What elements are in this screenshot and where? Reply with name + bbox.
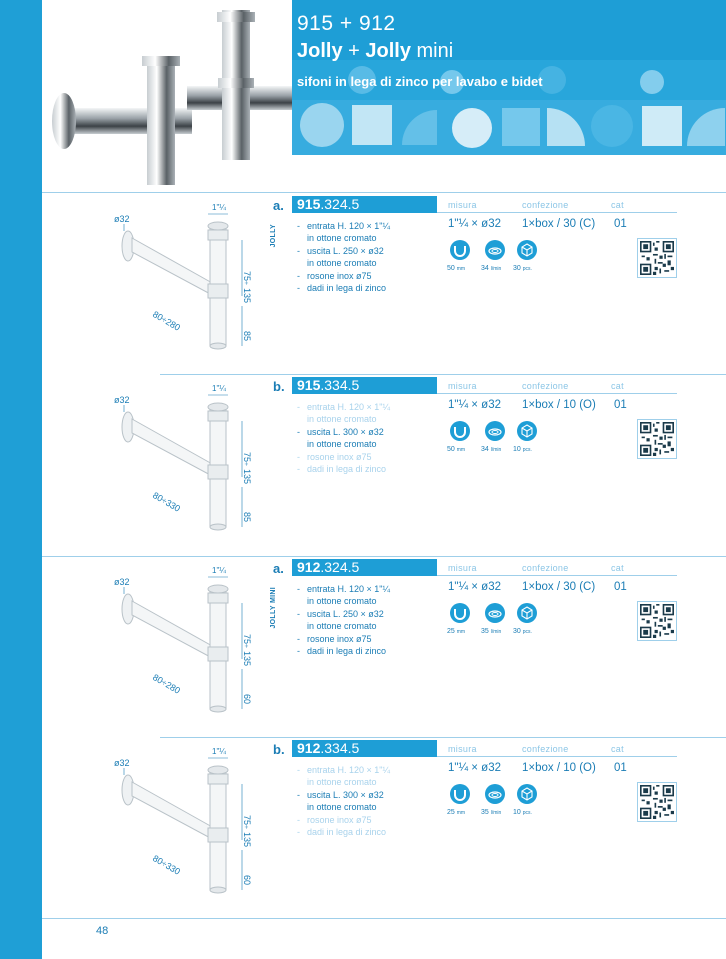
dim-bottom-label: 85 (242, 331, 252, 342)
qr-code[interactable] (637, 601, 677, 641)
qr-code[interactable] (637, 238, 677, 278)
dim-top-label: 1"¼ (212, 747, 226, 756)
dim-top-label: 1"¼ (212, 384, 226, 393)
spec-item: in ottone cromato (307, 777, 377, 788)
feature-icons (447, 240, 547, 280)
name-mini: mini (410, 40, 454, 62)
dim-arm-label: 80÷280 (151, 672, 182, 696)
dim-mid-b-label: 135 (242, 832, 252, 848)
spec-item: - entrata H. 120 × 1"¼ (297, 765, 390, 775)
spec-item: - rosone inox ø75 (297, 270, 372, 281)
spec-item: - uscita L. 250 × ø32 (297, 608, 384, 619)
trap-depth-label: 25 mm (447, 628, 466, 635)
footer-divider (42, 918, 726, 919)
spec-item: - dadi in lega di zinco (297, 283, 387, 294)
column-header-confezione: confezione (522, 563, 569, 573)
product-line-vertical-label: JOLLY MINI (270, 587, 277, 629)
qr-code[interactable] (637, 782, 677, 822)
dim-bottom-label: 60 (242, 694, 252, 705)
column-header-misura: misura (448, 563, 477, 573)
dim-left-label: ø32 (114, 214, 130, 224)
column-header-underline (437, 393, 677, 394)
flow-rate-icon (485, 784, 505, 804)
column-header-cat: cat (611, 200, 624, 210)
product-entry (42, 559, 726, 739)
article-code-bar (292, 377, 437, 394)
spec-list (297, 583, 447, 657)
article-code-prefix: 912 (297, 559, 321, 575)
feature-icons (447, 603, 547, 643)
spec-item: in ottone cromato (307, 414, 377, 425)
dim-mid-a-label: 75 (242, 271, 252, 282)
column-header-underline (437, 212, 677, 213)
name-plus: + (342, 40, 366, 62)
column-header-confezione: confezione (522, 744, 569, 754)
article-code-bar (292, 196, 437, 213)
page-number: 48 (96, 925, 109, 937)
trap-depth-label: 50 mm (447, 265, 466, 272)
spec-item: - uscita L. 250 × ø32 (297, 245, 384, 256)
column-header-misura: misura (448, 744, 477, 754)
qr-code[interactable] (637, 419, 677, 459)
article-code-bar (292, 740, 437, 757)
pieces-label: 30 pcs. (513, 265, 532, 272)
confezione-value: 1×box / 10 (O) (522, 399, 596, 411)
flow-rate-label: 34 l/min (481, 265, 502, 272)
dim-mid-sep-label: ÷ (242, 281, 249, 285)
article-code-bar (292, 559, 437, 576)
trap-depth-icon (450, 240, 470, 260)
spec-list (297, 401, 447, 475)
misura-value: 1"¼ × ø32 (448, 581, 501, 593)
package-box-icon (517, 421, 537, 441)
dim-mid-b-label: 135 (242, 288, 252, 304)
flow-rate-icon (485, 421, 505, 441)
siphon-product-photo (42, 0, 292, 190)
article-code-prefix: 915 (297, 196, 321, 212)
header-divider (42, 192, 726, 193)
product-entry (42, 196, 726, 376)
pieces-label: 10 pcs. (513, 809, 532, 816)
article-code-suffix: .334.5 (320, 740, 360, 756)
spec-item: - rosone inox ø75 (297, 633, 372, 644)
trap-depth-icon (450, 784, 470, 804)
column-header-confezione: confezione (522, 200, 569, 210)
column-header-misura: misura (448, 381, 477, 391)
trap-depth-icon (450, 603, 470, 623)
dim-mid-a-label: 75 (242, 815, 252, 826)
trap-depth-icon (450, 421, 470, 441)
spec-item: in ottone cromato (307, 621, 377, 632)
confezione-value: 1×box / 10 (O) (522, 762, 596, 774)
trap-depth-label: 25 mm (447, 809, 466, 816)
cat-value: 01 (614, 399, 627, 411)
misura-value: 1"¼ × ø32 (448, 218, 501, 230)
column-header-misura: misura (448, 200, 477, 210)
article-code-suffix: .334.5 (320, 377, 360, 393)
misura-value: 1"¼ × ø32 (448, 762, 501, 774)
header-banner (42, 0, 726, 190)
name-jolly-2: Jolly (365, 40, 411, 62)
column-header-cat: cat (611, 563, 624, 573)
column-header-cat: cat (611, 381, 624, 391)
feature-icons (447, 421, 547, 461)
article-code-suffix: .324.5 (320, 559, 360, 575)
column-header-cat: cat (611, 744, 624, 754)
flow-rate-label: 35 l/min (481, 628, 502, 635)
cat-value: 01 (614, 218, 627, 230)
spec-item: in ottone cromato (307, 802, 377, 813)
cat-value: 01 (614, 581, 627, 593)
trap-depth-label: 50 mm (447, 446, 466, 453)
confezione-value: 1×box / 30 (C) (522, 581, 596, 593)
left-sidebar-band (0, 0, 42, 959)
cat-value: 01 (614, 762, 627, 774)
variant-letter: a. (273, 198, 284, 213)
dim-arm-label: 80÷330 (151, 490, 182, 514)
dim-mid-a-label: 75 (242, 452, 252, 463)
spec-item: - rosone inox ø75 (297, 814, 372, 825)
dim-top-label: 1"¼ (212, 203, 226, 212)
product-codes-title: 915 + 912 (297, 12, 396, 35)
dim-bottom-label: 85 (242, 512, 252, 523)
flow-rate-icon (485, 603, 505, 623)
confezione-value: 1×box / 30 (C) (522, 218, 596, 230)
spec-item: in ottone cromato (307, 233, 377, 244)
siphon-technical-drawing (94, 559, 274, 734)
spec-item: - entrata H. 120 × 1"¼ (297, 402, 390, 412)
spec-item: in ottone cromato (307, 596, 377, 607)
pieces-label: 10 pcs. (513, 446, 532, 453)
spec-item: - dadi in lega di zinco (297, 464, 387, 475)
product-line-vertical-label: JOLLY (270, 224, 277, 248)
dim-mid-b-label: 135 (242, 469, 252, 485)
spec-item: in ottone cromato (307, 258, 377, 269)
spec-item: - uscita L. 300 × ø32 (297, 789, 384, 800)
product-subtitle: sifoni in lega di zinco per lavabo e bidet (297, 74, 543, 89)
variant-letter: b. (273, 379, 285, 394)
product-family-name (297, 40, 453, 63)
spec-item: - rosone inox ø75 (297, 451, 372, 462)
siphon-technical-drawing (94, 740, 274, 915)
spec-item: - uscita L. 300 × ø32 (297, 426, 384, 437)
column-header-underline (437, 575, 677, 576)
variant-letter: b. (273, 742, 285, 757)
siphon-technical-drawing (94, 196, 274, 371)
package-box-icon (517, 240, 537, 260)
column-header-confezione: confezione (522, 381, 569, 391)
pieces-label: 30 pcs. (513, 628, 532, 635)
column-header-underline (437, 756, 677, 757)
dim-mid-sep-label: ÷ (242, 825, 249, 829)
dim-left-label: ø32 (114, 395, 130, 405)
dim-mid-a-label: 75 (242, 634, 252, 645)
spec-list (297, 764, 447, 838)
variant-letter: a. (273, 561, 284, 576)
article-code-suffix: .324.5 (320, 196, 360, 212)
flow-rate-label: 35 l/min (481, 809, 502, 816)
product-entry (42, 740, 726, 920)
dim-mid-sep-label: ÷ (242, 644, 249, 648)
dim-left-label: ø32 (114, 758, 130, 768)
dim-bottom-label: 60 (242, 875, 252, 886)
dim-left-label: ø32 (114, 577, 130, 587)
article-code-prefix: 912 (297, 740, 321, 756)
package-box-icon (517, 603, 537, 623)
package-box-icon (517, 784, 537, 804)
flow-rate-label: 34 l/min (481, 446, 502, 453)
dim-top-label: 1"¼ (212, 566, 226, 575)
article-code-prefix: 915 (297, 377, 321, 393)
misura-value: 1"¼ × ø32 (448, 399, 501, 411)
spec-item: - dadi in lega di zinco (297, 646, 387, 657)
product-entry (42, 377, 726, 557)
dim-arm-label: 80÷280 (151, 309, 182, 333)
spec-item: in ottone cromato (307, 439, 377, 450)
dim-mid-b-label: 135 (242, 651, 252, 667)
spec-item: - entrata H. 120 × 1"¼ (297, 584, 390, 594)
spec-item: - dadi in lega di zinco (297, 827, 387, 838)
name-jolly: Jolly (297, 40, 343, 62)
spec-item: - entrata H. 120 × 1"¼ (297, 221, 390, 231)
dim-mid-sep-label: ÷ (242, 462, 249, 466)
spec-list (297, 220, 447, 294)
dim-arm-label: 80÷330 (151, 853, 182, 877)
feature-icons (447, 784, 547, 824)
siphon-technical-drawing (94, 377, 274, 552)
flow-rate-icon (485, 240, 505, 260)
